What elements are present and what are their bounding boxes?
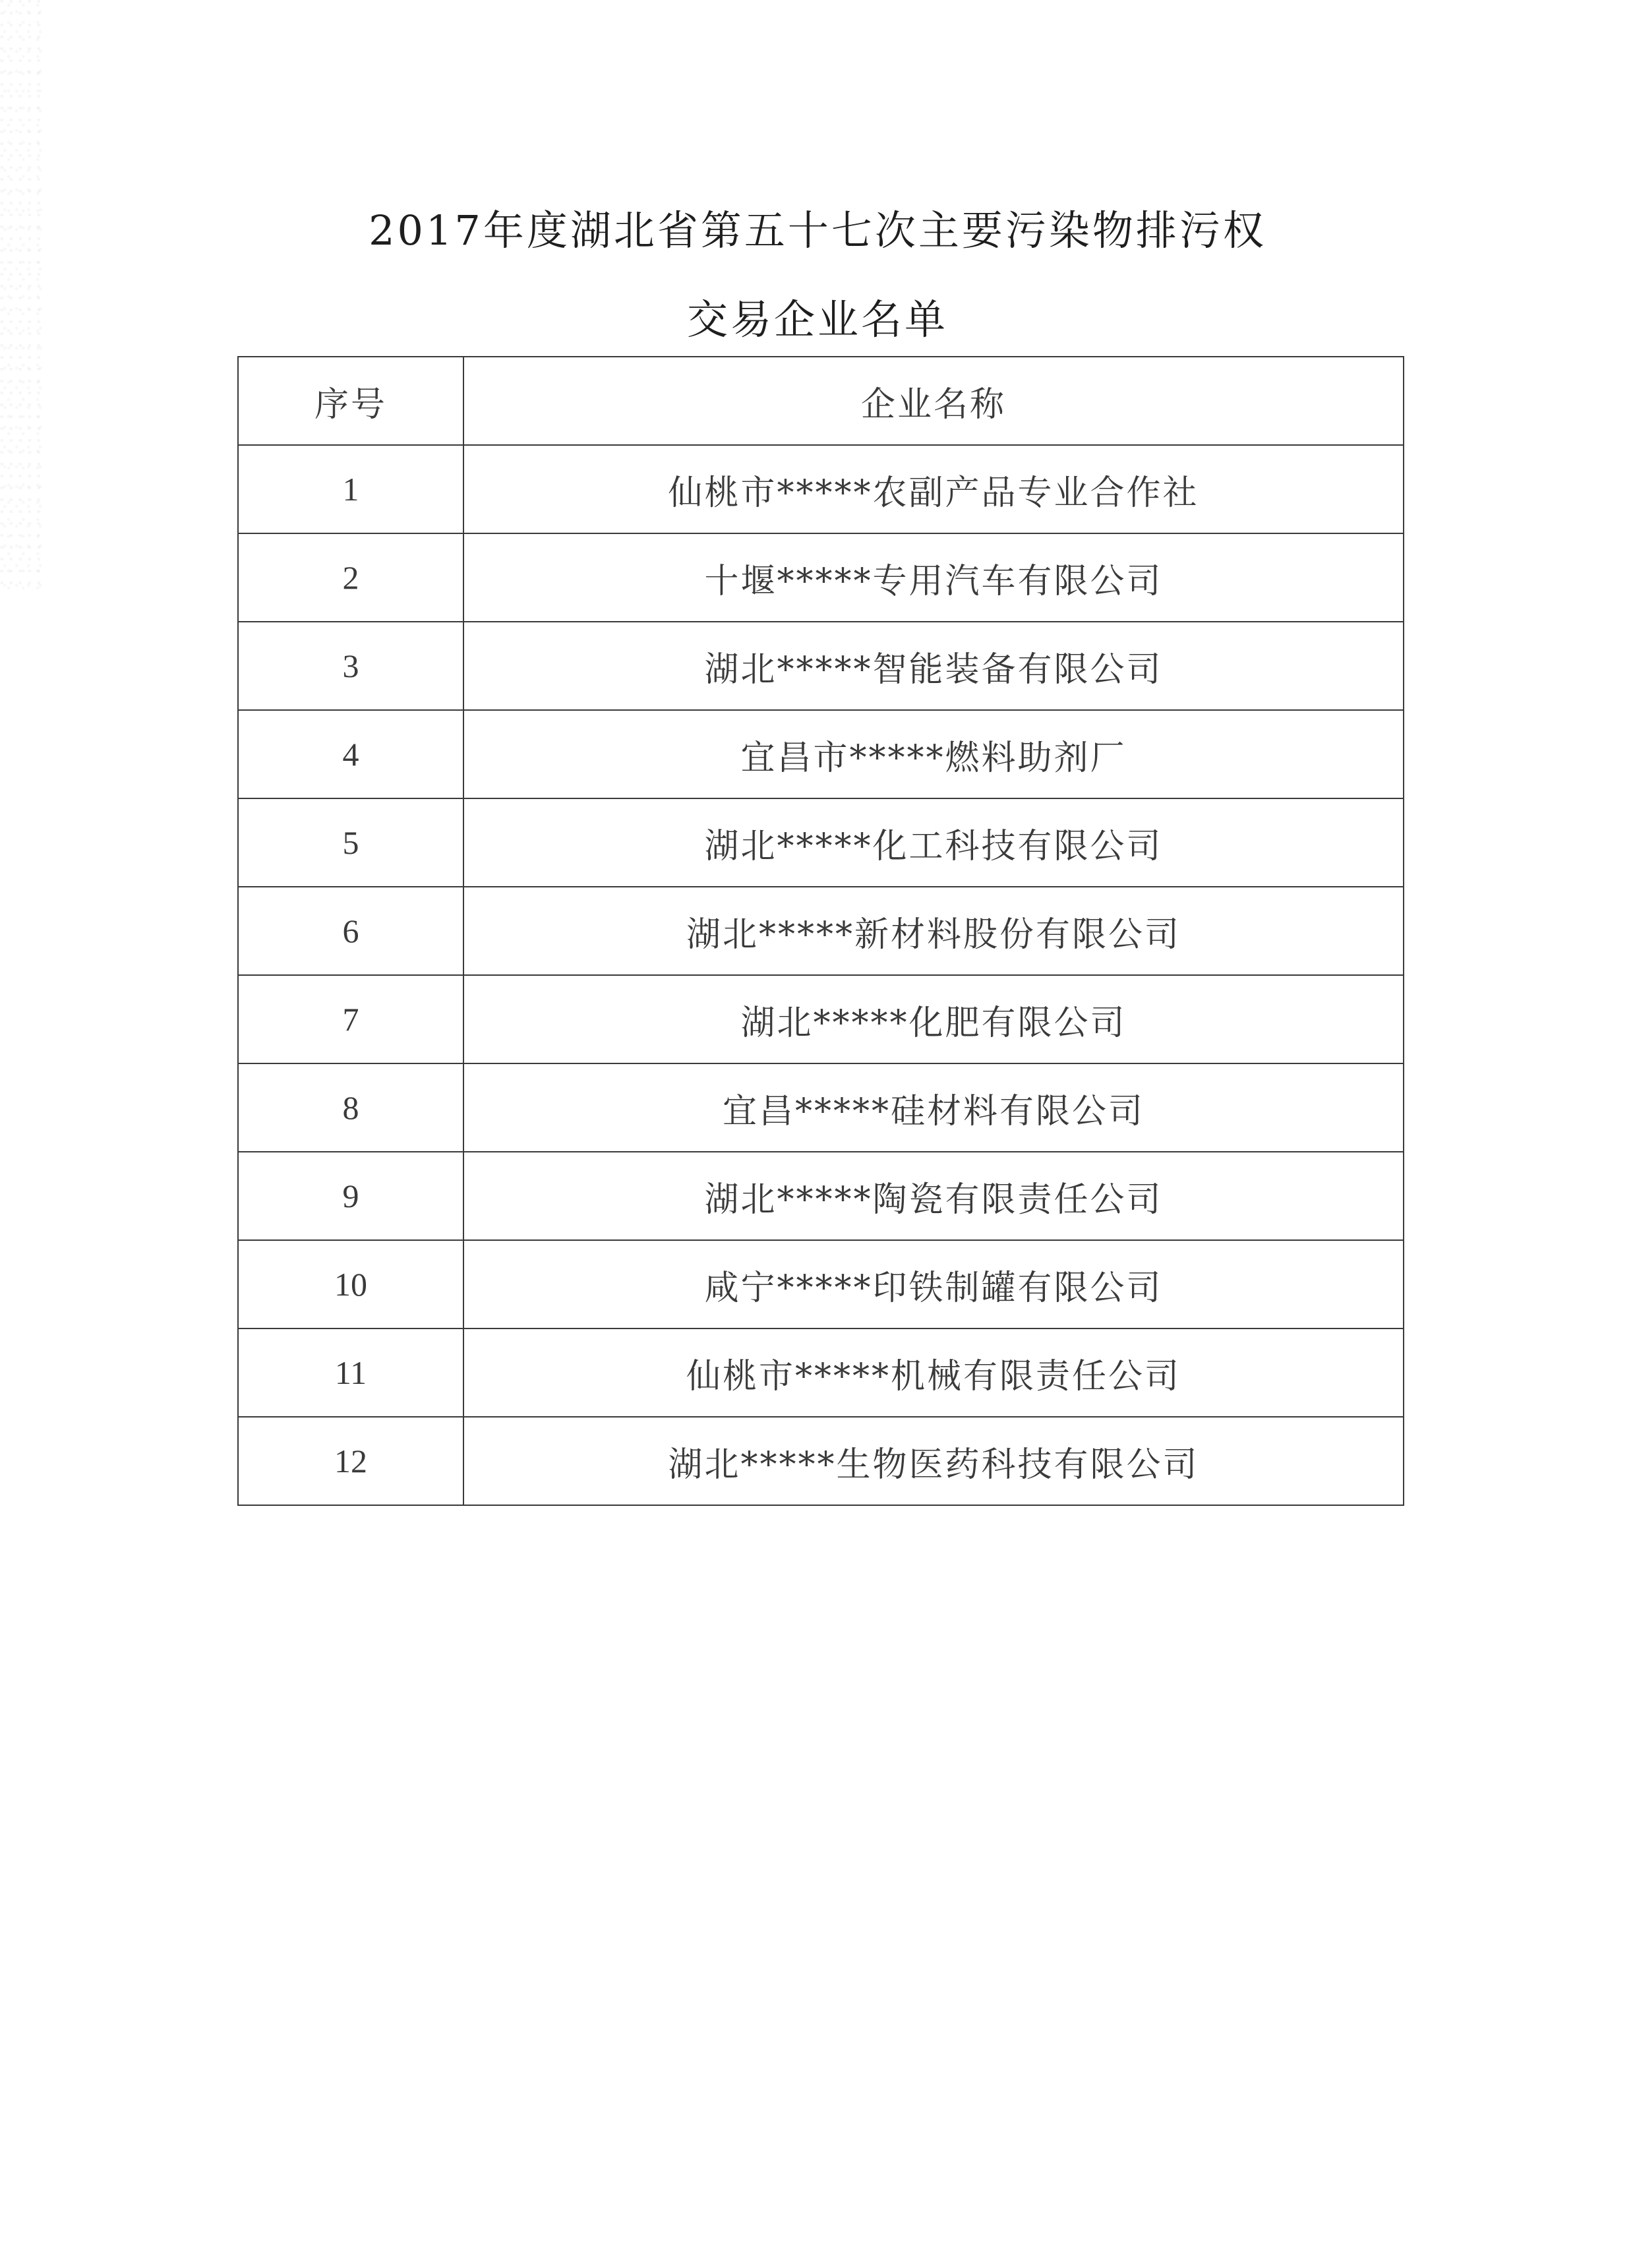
row-company-name: 湖北*****新材料股份有限公司 [463, 887, 1404, 975]
row-serial-number: 1 [238, 445, 463, 533]
row-serial-number: 11 [238, 1328, 463, 1417]
header-serial-number: 序号 [238, 357, 463, 445]
row-company-name: 湖北*****智能装备有限公司 [463, 622, 1404, 710]
table-row [238, 887, 1404, 975]
table-row [238, 622, 1404, 710]
row-serial-number: 4 [238, 710, 463, 798]
row-company-name: 宜昌市*****燃料助剂厂 [463, 710, 1404, 798]
table-row [238, 533, 1404, 622]
row-serial-number: 12 [238, 1417, 463, 1505]
table-row [238, 1063, 1404, 1152]
table-row [238, 1417, 1404, 1505]
document-title-line-1: 2017年度湖北省第五十七次主要污染物排污权 [369, 206, 1266, 254]
row-company-name: 湖北*****化工科技有限公司 [463, 798, 1404, 887]
row-company-name: 湖北*****生物医药科技有限公司 [463, 1417, 1404, 1505]
row-company-name: 湖北*****化肥有限公司 [463, 975, 1404, 1063]
row-company-name: 仙桃市*****农副产品专业合作社 [463, 445, 1404, 533]
row-serial-number: 9 [238, 1152, 463, 1240]
table-row [238, 975, 1404, 1063]
table-row [238, 798, 1404, 887]
company-list-table [237, 356, 1404, 1506]
row-company-name: 仙桃市*****机械有限责任公司 [463, 1328, 1404, 1417]
row-company-name: 湖北*****陶瓷有限责任公司 [463, 1152, 1404, 1240]
row-serial-number: 5 [238, 798, 463, 887]
table-row [238, 1328, 1404, 1417]
row-company-name: 咸宁*****印铁制罐有限公司 [463, 1240, 1404, 1328]
row-serial-number: 8 [238, 1063, 463, 1152]
table-row [238, 710, 1404, 798]
table-row [238, 1152, 1404, 1240]
header-company-name: 企业名称 [463, 357, 1404, 445]
row-company-name: 宜昌*****硅材料有限公司 [463, 1063, 1404, 1152]
row-serial-number: 7 [238, 975, 463, 1063]
row-serial-number: 3 [238, 622, 463, 710]
table-header-row [238, 357, 1404, 445]
row-company-name: 十堰*****专用汽车有限公司 [463, 533, 1404, 622]
row-serial-number: 2 [238, 533, 463, 622]
table-row [238, 445, 1404, 533]
row-serial-number: 6 [238, 887, 463, 975]
row-serial-number: 10 [238, 1240, 463, 1328]
document-title-line-2: 交易企业名单 [686, 295, 948, 343]
table-row [238, 1240, 1404, 1328]
company-list-table-wrapper [237, 356, 1403, 1506]
